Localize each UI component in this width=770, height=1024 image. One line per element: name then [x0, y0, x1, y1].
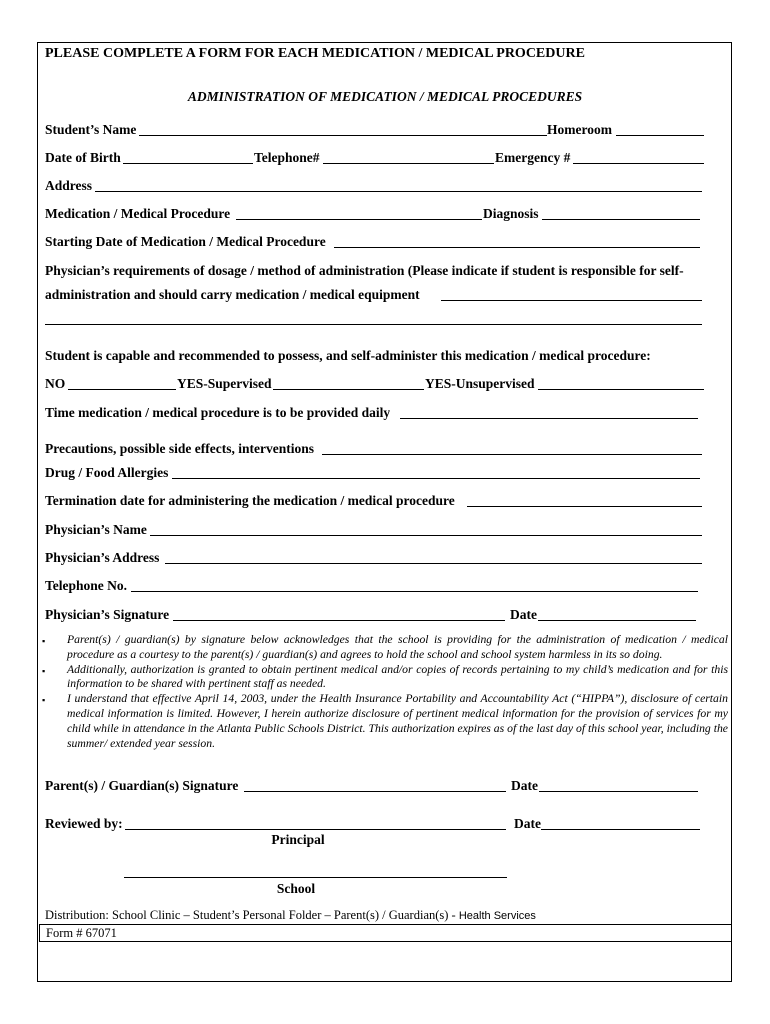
address-label: Address	[45, 178, 93, 193]
precautions-label: Precautions, possible side effects, interventions	[45, 441, 314, 456]
school-label: School	[276, 881, 316, 896]
authorization-bullets	[42, 633, 728, 751]
form-number-box	[39, 924, 732, 942]
parent-date-field[interactable]	[539, 791, 698, 792]
homeroom-label: Homeroom	[547, 122, 612, 137]
yes-unsupervised-field[interactable]	[538, 389, 704, 390]
physician-date-field[interactable]	[538, 620, 696, 621]
physician-requirements-label: Physician’s requirements of dosage / method of administration (Please indicate if student is responsible for self-	[45, 263, 684, 278]
emergency-label: Emergency #	[495, 150, 571, 165]
bullet-text: Additionally, authorization is granted to obtain pertinent medical and/or copies of records pertaining to my child’s medication and for this information to be shared with pertinent staff as needed.	[67, 662, 728, 691]
parent-signature-label: Parent(s) / Guardian(s) Signature	[45, 778, 239, 793]
starting-date-field[interactable]	[334, 247, 700, 248]
parent-date-label: Date	[511, 778, 538, 793]
diagnosis-label: Diagnosis	[483, 206, 539, 221]
emergency-field[interactable]	[573, 163, 704, 164]
no-label: NO	[45, 376, 66, 391]
telephone-field[interactable]	[323, 163, 494, 164]
form-subtitle: ADMINISTRATION OF MEDICATION / MEDICAL PROCEDURES	[187, 89, 583, 104]
physician-address-field[interactable]	[165, 563, 702, 564]
form-title: PLEASE COMPLETE A FORM FOR EACH MEDICATION / MEDICAL PROCEDURE	[45, 46, 585, 61]
square-bullet-icon: ▪	[42, 665, 46, 676]
time-daily-field[interactable]	[400, 418, 698, 419]
physician-name-label: Physician’s Name	[45, 522, 147, 537]
starting-date-label: Starting Date of Medication / Medical Procedure	[45, 234, 326, 249]
physician-address-label: Physician’s Address	[45, 550, 160, 565]
self-administration-label: administration and should carry medication / medical equipment	[45, 287, 420, 302]
telephone-label: Telephone#	[254, 150, 320, 165]
student-name-label: Student’s Name	[45, 122, 137, 137]
physician-name-field[interactable]	[150, 535, 702, 536]
time-daily-label: Time medication / medical procedure is to be provided daily	[45, 405, 391, 420]
bullet-item	[42, 633, 728, 663]
bullet-item	[42, 663, 728, 693]
bullet-text: I understand that effective April 14, 2003, under the Health Insurance Portability and Accountability Act (“HIPPA”), disclosure of certain medical information is limited. However, I herein authorize disclosure of pertinent medical information for the provision of services for my child while in attendance in the Atlanta Public Schools District. This authorization expires as of the last day of this school year, including the summer/ extended year session.	[67, 692, 728, 750]
procedure-label: Medication / Medical Procedure	[45, 206, 231, 221]
diagnosis-field[interactable]	[542, 219, 700, 220]
termination-date-field[interactable]	[467, 506, 702, 507]
form-number: Form # 67071	[46, 926, 117, 940]
distribution-tail: Health Services	[458, 910, 536, 922]
telephone-no-label: Telephone No.	[45, 578, 128, 593]
reviewed-by-label: Reviewed by:	[45, 816, 123, 831]
termination-date-label: Termination date for administering the medication / medical procedure	[45, 493, 455, 508]
parent-signature-field[interactable]	[244, 791, 506, 792]
square-bullet-icon: ▪	[42, 636, 46, 646]
capable-statement: Student is capable and recommended to possess, and self-administer this medication / medical procedure:	[45, 348, 651, 363]
telephone-no-field[interactable]	[131, 591, 698, 592]
dob-field[interactable]	[123, 163, 253, 164]
dob-label: Date of Birth	[45, 150, 121, 165]
physician-requirements-field-2[interactable]	[45, 324, 702, 325]
allergies-label: Drug / Food Allergies	[45, 465, 169, 480]
bullet-text: Parent(s) / guardian(s) by signature below acknowledges that the school is providing for the administration of medication / medical procedure as a courtesy to the parent(s) / guardian(s) and agrees to hold the school and school system harmless in its so doing.	[67, 633, 728, 661]
square-bullet-icon: ▪	[42, 695, 46, 706]
physician-signature-field[interactable]	[173, 620, 505, 621]
distribution-text: Distribution: School Clinic – Student’s Personal Folder – Parent(s) / Guardian(s) -	[45, 908, 459, 922]
address-field[interactable]	[95, 191, 702, 192]
reviewed-date-label: Date	[514, 816, 541, 831]
yes-unsupervised-label: YES-Unsupervised	[425, 376, 535, 391]
no-field[interactable]	[68, 389, 176, 390]
precautions-field[interactable]	[322, 454, 702, 455]
reviewed-date-field[interactable]	[541, 829, 700, 830]
bullet-item	[42, 692, 728, 751]
allergies-field[interactable]	[172, 478, 700, 479]
yes-supervised-label: YES-Supervised	[177, 376, 272, 391]
physician-requirements-field[interactable]	[441, 300, 702, 301]
student-name-field[interactable]	[139, 135, 547, 136]
yes-supervised-field[interactable]	[273, 389, 424, 390]
school-field[interactable]	[124, 877, 507, 878]
homeroom-field[interactable]	[616, 135, 704, 136]
physician-date-label: Date	[510, 607, 537, 622]
physician-signature-label: Physician’s Signature	[45, 607, 170, 622]
principal-label: Principal	[271, 832, 325, 847]
procedure-field[interactable]	[236, 219, 482, 220]
reviewed-by-field[interactable]	[125, 829, 506, 830]
distribution-note	[45, 908, 536, 923]
